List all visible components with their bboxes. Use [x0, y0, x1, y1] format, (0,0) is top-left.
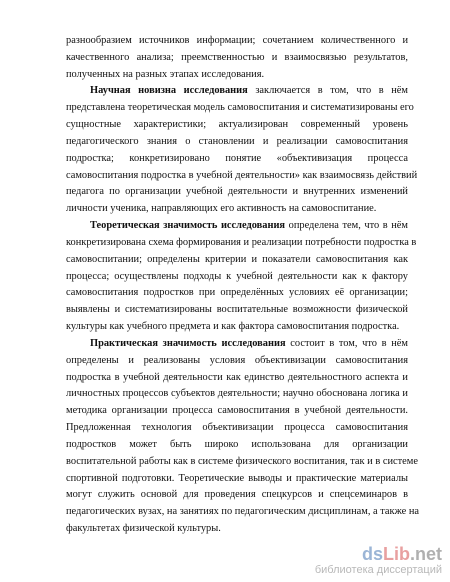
line-text: педагогических вузах, на занятиях по педагогическим дисциплинам, а также на — [66, 506, 420, 518]
text-line — [66, 488, 408, 501]
text-line — [90, 337, 408, 350]
text-line — [66, 371, 408, 384]
line-text: самовоспитания подростка в учебной деятельности» как взаимосвязь действий — [66, 169, 418, 181]
watermark-logo-ds: ds — [361, 544, 383, 564]
line-text: методика организации процесса самовоспитания в учебной деятельности. — [66, 405, 408, 417]
text-line — [90, 219, 408, 232]
watermark-subtitle: библиотека диссертаций — [314, 564, 442, 576]
text-line — [66, 303, 408, 316]
text-line — [66, 270, 408, 283]
text-line — [66, 472, 408, 485]
line-text: воспитательной работы как в системе физического воспитания, так и в системе — [66, 455, 418, 467]
text-line — [66, 505, 420, 518]
line-text: выявлены и систематизированы воспитательные возможности физической — [66, 304, 408, 316]
line-text: разнообразием источников информации; сочетанием количественного и — [66, 35, 408, 46]
text-line — [66, 404, 408, 417]
line-text: конкретизирована схема формирования и реализации потребности подростка в — [66, 236, 417, 248]
text-line — [66, 51, 408, 64]
line-text: представлена теоретическая модель самовоспитания и систематизированы его — [66, 102, 414, 114]
line-text: факультетах физической культуры. — [66, 523, 221, 534]
line-text: культуры как учебного предмета и как фактора самовоспитания подростка. — [66, 321, 400, 333]
line-text: определены и реализованы условия объективизации самовоспитания — [66, 354, 408, 366]
line-text: спортивной подготовки. Теоретические выводы и практические материалы — [66, 472, 408, 484]
text-line — [66, 421, 408, 434]
text-line — [66, 522, 408, 535]
line-text: педагогического знания о становлении и реализации самовоспитания — [66, 135, 408, 147]
text-line — [66, 185, 408, 198]
text-line — [66, 68, 408, 81]
line-text: сущностные характеристики; актуализирован современный уровень — [66, 119, 408, 131]
text-line — [66, 320, 408, 333]
watermark-logo-lib: Lib — [382, 544, 410, 564]
text-line — [66, 438, 408, 451]
line-text: педагога по организации учебной деятельности и внутренних изменений — [66, 186, 408, 198]
text-line — [66, 135, 408, 148]
line-text: самовоспитания подростков при определённых условиях её организации; — [66, 287, 408, 299]
line-text: определена тем, что в нём — [285, 220, 408, 232]
line-text: Предложенная технология объективизации процесса самовоспитания — [66, 422, 408, 434]
text-line — [66, 286, 408, 299]
text-line — [66, 118, 408, 131]
line-text: самовоспитании; определены критерии и показатели самовоспитания как — [66, 253, 408, 265]
line-text: полученных на разных этапах исследования. — [66, 68, 265, 80]
line-text: личностных процессов субъектов деятельности; научно обоснована логика и — [66, 388, 408, 400]
text-line — [66, 202, 408, 215]
text-line — [66, 253, 408, 266]
text-line — [66, 236, 417, 249]
line-text: могут служить основой для проведения спецкурсов и спецсеминаров в — [66, 489, 408, 501]
line-text: процесса; осуществлены подходы к учебной деятельности как к фактору — [66, 270, 408, 282]
text-line — [66, 455, 418, 468]
text-line — [66, 169, 418, 182]
line-text: заключается в том, что в нём — [247, 85, 408, 97]
text-line — [66, 34, 408, 47]
watermark-logo — [315, 544, 442, 564]
line-text: подростка; конкретизировано понятие «объективизация процесса — [66, 152, 408, 164]
watermark-logo-net: .net — [409, 544, 442, 564]
section-heading: Теоретическая значимость исследования — [90, 220, 286, 232]
text-line — [66, 101, 414, 114]
watermark — [315, 544, 442, 576]
line-text: подростков может быть широко использована для организации — [66, 438, 408, 450]
text-line — [66, 387, 408, 400]
text-line — [66, 354, 408, 367]
line-text: личности ученика, направляющих его активность на самовоспитание. — [66, 203, 377, 215]
line-text: подростка в учебной деятельности как единство деятельностного аспекта и — [66, 371, 408, 383]
section-heading: Научная новизна исследования — [90, 85, 248, 97]
line-text: состоит в том, что в нём — [285, 337, 408, 349]
text-line — [66, 152, 408, 165]
text-line — [90, 84, 408, 97]
section-heading: Практическая значимость исследования — [90, 337, 286, 349]
line-text: качественного анализа; преемственностью и взаимосвязью результатов, — [66, 51, 408, 63]
